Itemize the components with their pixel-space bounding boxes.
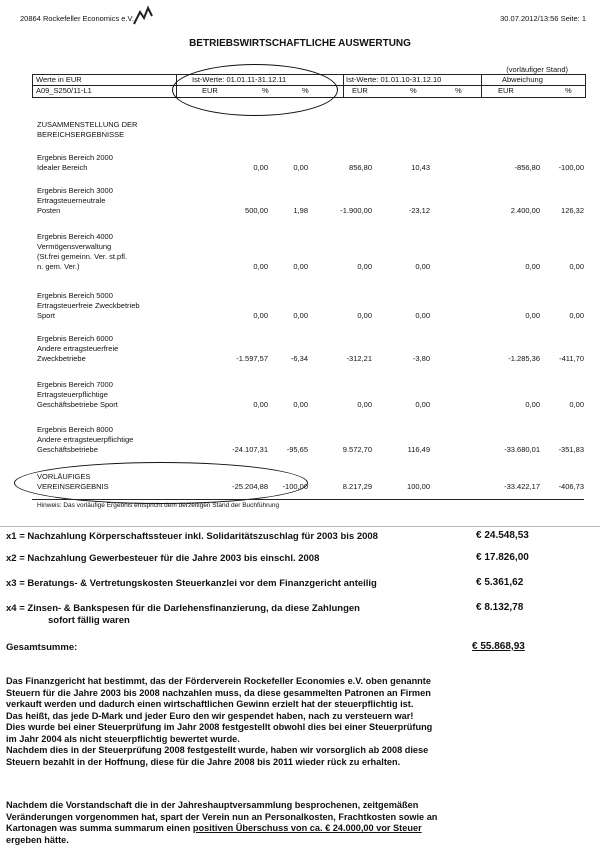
explanation-paragraph: Das Finanzgericht hat bestimmt, das der Förderverein Rockefeller Economies e.V. oben genannte Steuern für die Jahre 2003 bis 2008 nachzahlen muss, da diese gesammelten Patronen an Firmen verkauft werden und dadurch einen wirtschaftlichen Gewinn erzielt hat der steuerpflichtig ist. Das heißt, das jede D-Mark und jeder Euro den wir gespendet haben, nach zu versteuern war! Dies wurde bei einer Steuerprüfung im Jahr 2008 festgestellt obwohl dies bei einer Steuerprüfung im Jahr 2004 als nicht steuerpflichtig bewertet wurde. Nachdem dies in der Steuerprüfung 2008 festgestellt wurde, haben wir vorsorglich ab 2008 diese Steuern bezahlt in der Hoffnung, diese für die Jahre 2008 bis 2011 wieder rück zu erhalten. [6,676,433,767]
handdrawn-oval-header [172,64,338,116]
values-in-eur-label: Werte in EUR [36,75,82,84]
table-cell: -100,00 [558,163,584,172]
table-cell: -1.900,00 [340,206,372,215]
surplus-underlined: positiven Überschuss von ca. € 24.000,00 vor Steuer [192,823,422,833]
column-deviation: Abweichung [502,75,543,84]
col-pct: % [410,86,417,95]
table-cell: 1,98 [293,206,308,215]
table-cell: 9.572,70 [342,445,372,454]
summary-amount-x3: € 5.361,62 [476,577,524,588]
table-cell: 0,00 [253,262,268,271]
table-cell: 8.217,29 [342,482,372,491]
footnote: Hinweis: Das vorläufige Ergebnis entspricht dem derzeitigen Stand der Buchführung [37,502,280,509]
table-cell: 0,00 [293,311,308,320]
table-cell: 0,00 [357,311,372,320]
col-eur: EUR [202,86,218,95]
section-heading: ZUSAMMENSTELLUNG DER BEREICHSERGEBNISSE [37,120,138,139]
col-eur: EUR [498,86,514,95]
table-cell: 0,00 [293,163,308,172]
table-cell: 0,00 [525,311,540,320]
handdrawn-oval-result [14,462,308,504]
col-pct: % [455,86,462,95]
organization-header: 20864 Rockefeller Economics e.V. [20,14,134,23]
column-current-year: Ist-Werte: 01.01.11-31.12.11 [192,75,287,84]
table-cell: -24.107,31 [232,445,268,454]
pen-scribble-mark [128,2,158,30]
table-cell: 0,00 [293,262,308,271]
table-cell: 0,00 [569,262,584,271]
table-cell: -100,00 [282,482,308,491]
row-label: Ergebnis Bereich 2000 Idealer Bereich [37,153,113,172]
col-pct: % [262,86,269,95]
table-cell: -1.597,57 [236,354,268,363]
table-cell: 0,00 [415,311,430,320]
table-cell: -3,80 [412,354,430,363]
table-cell: 116,49 [407,445,430,454]
table-cell: 0,00 [253,163,268,172]
col-eur: EUR [352,86,368,95]
row-label: Ergebnis Bereich 7000 Ertragsteuerpflichtige Geschäftsbetriebe Sport [37,380,118,409]
account-code: A09_S250/11-L1 [36,86,92,95]
total-label: Gesamtsumme: [6,642,78,653]
board-paragraph: Nachdem die Vorstandschaft die in der Jahreshauptversammlung besprochenen, zeitgemäßen Veränderungen vorgenommen hat, spart der Verein nun an Personalkosten, Frachtkosten sowie an Kartonagen was summa summarum einen positiven Überschuss von ca. € 24.000,00 vor Steuer ergeben hätte. [6,800,438,845]
table-cell: -1.285,36 [508,354,540,363]
table-cell: 856,80 [349,163,372,172]
row-label: Ergebnis Bereich 3000 Ertragsteuerneutrale Posten [37,186,113,215]
table-cell: 0,00 [415,262,430,271]
preliminary-status: (vorläufiger Stand) [506,65,568,74]
summary-amount-x2: € 17.826,00 [476,552,529,563]
table-cell: -312,21 [346,354,372,363]
table-cell: -856,80 [514,163,540,172]
table-cell: 0,00 [525,262,540,271]
table-cell: -351,83 [558,445,584,454]
table-cell: -411,70 [559,354,584,363]
table-cell: 0,00 [525,400,540,409]
summary-line-x3: x3 = Beratungs- & Vertretungskosten Steuerkanzlei vor dem Finanzgericht anteilig [6,578,377,589]
column-previous-year: Ist-Werte: 01.01.10-31.12.10 [346,75,442,84]
row-label: Ergebnis Bereich 6000 Andere ertragsteuerfreie Zweckbetriebe [37,334,119,363]
table-cell: -406,73 [558,482,584,491]
table-cell: 500,00 [245,206,268,215]
table-cell: 2.400,00 [510,206,540,215]
table-cell: -6,34 [290,354,308,363]
table-cell: 0,00 [293,400,308,409]
total-amount: € 55.868,93 [472,641,525,652]
table-cell: 0,00 [569,400,584,409]
table-cell: 0,00 [253,311,268,320]
table-cell: -23,12 [408,206,430,215]
col-pct: % [565,86,572,95]
print-date-page: 30.07.2012/13:56 Seite: 1 [500,14,586,23]
table-cell: -33.422,17 [504,482,540,491]
table-cell: -95,65 [286,445,308,454]
row-label: Ergebnis Bereich 4000 Vermögensverwaltung (St.frei gemeinn. Ver. st.pfl. n. gem. Ver.) [37,232,128,271]
table-cell: 0,00 [253,400,268,409]
table-cell: 0,00 [357,400,372,409]
summary-line-x2: x2 = Nachzahlung Gewerbesteuer für die Jahre 2003 bis einschl. 2008 [6,553,320,564]
summary-line-x4-cont: sofort fällig waren [48,615,130,626]
summary-amount-x4: € 8.132,78 [476,602,524,613]
table-cell: 10,43 [411,163,430,172]
table-cell: 0,00 [569,311,584,320]
summary-line-x1: x1 = Nachzahlung Körperschaftssteuer inkl. Solidaritätszuschlag für 2003 bis 2008 [6,531,378,542]
table-cell: -33.680,01 [504,445,540,454]
table-cell: 126,32 [561,206,584,215]
table-cell: -25.204,88 [232,482,268,491]
summary-amount-x1: € 24.548,53 [476,530,529,541]
table-cell: 100,00 [407,482,430,491]
col-pct: % [302,86,309,95]
summary-line-x4: x4 = Zinsen- & Bankspesen für die Darlehensfinanzierung, da diese Zahlungen [6,603,360,614]
row-label: Ergebnis Bereich 8000 Andere ertragsteuerpflichtige Geschäftsbetriebe [37,425,134,454]
document-title: BETRIEBSWIRTSCHAFTLICHE AUSWERTUNG [189,38,411,49]
table-cell: 0,00 [415,400,430,409]
table-cell: 0,00 [357,262,372,271]
row-label: Ergebnis Bereich 5000 Ertragsteuerfreie Zweckbetrieb Sport [37,291,140,320]
row-label: VORLÄUFIGES VEREINSERGEBNIS [37,472,109,491]
